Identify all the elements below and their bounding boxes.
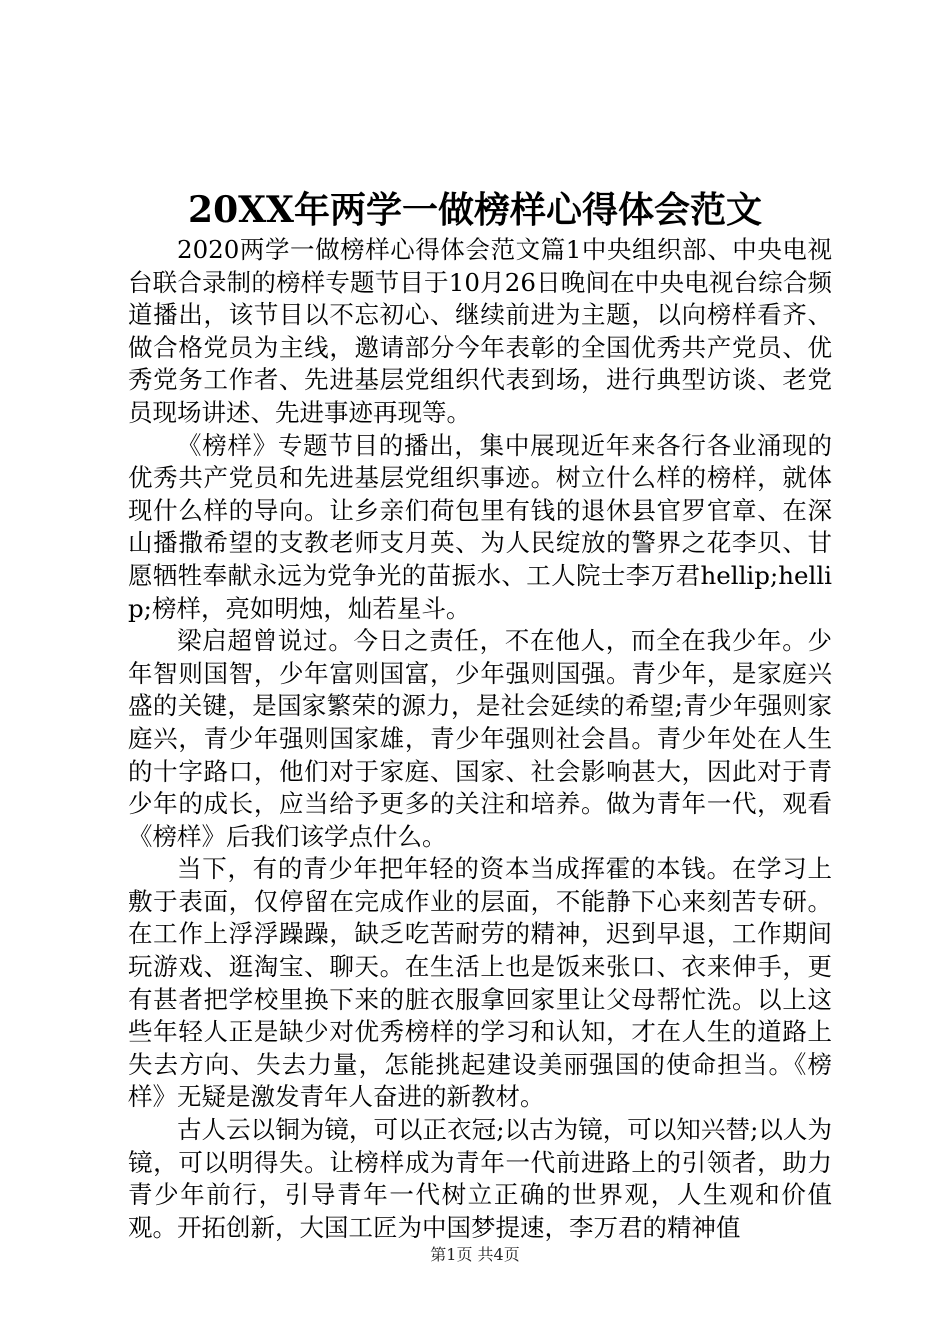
document-body [128,234,832,1244]
page-footer [0,1244,950,1266]
paragraph-5: 古人云以铜为镜，可以正衣冠;以古为镜，可以知兴替;以人为镜，可以明得失。让榜样成为青年一代前进路上的引领者，助力青少年前行，引导青年一代树立正确的世界观，人生观和价值观。开拓创新，大国工匠为中国梦提速，李万君的精神值 [128,1115,832,1242]
paragraph-2: 《榜样》专题节目的播出，集中展现近年来各行各业涌现的优秀共产党员和先进基层党组织事迹。树立什么样的榜样，就体现什么样的导向。让乡亲们荷包里有钱的退休县官罗官章、在深山播撒希望的支教老师支月英、为人民绽放的警界之花李贝、甘愿牺牲奉献永远为党争光的苗振水、工人院士李万君hellip;hellip;榜样，亮如明烛，灿若星斗。 [128,430,832,623]
document-title: 20XX年两学一做榜样心得体会范文 [188,189,762,231]
paragraph-4: 当下，有的青少年把年轻的资本当成挥霍的本钱。在学习上敷于表面，仅停留在完成作业的层面，不能静下心来刻苦专研。在工作上浮浮躁躁，缺乏吃苦耐劳的精神，迟到早退，工作期间玩游戏、逛淘宝、聊天。在生活上也是饭来张口、衣来伸手，更有甚者把学校里换下来的脏衣服拿回家里让父母帮忙洗。以上这些年轻人正是缺少对优秀榜样的学习和认知，才在人生的道路上失去方向、失去力量，怎能挑起建设美丽强国的使命担当。《榜样》无疑是激发青年人奋进的新教材。 [128,854,832,1112]
paragraph-1: 2020两学一做榜样心得体会范文篇1中央组织部、中央电视台联合录制的榜样专题节目于10月26日晚间在中央电视台综合频道播出，该节目以不忘初心、继续前进为主题，以向榜样看齐、做合格党员为主线，邀请部分今年表彰的全国优秀共产党员、优秀党务工作者、先进基层党组织代表到场，进行典型访谈、老党员现场讲述、先进事迹再现等。 [128,235,832,427]
page-indicator: 第1页 共4页 [430,1245,520,1264]
paragraph-3: 梁启超曾说过。今日之责任，不在他人，而全在我少年。少年智则国智，少年富则国富，少年强则国强。青少年，是家庭兴盛的关键，是国家繁荣的源力，是社会延续的希望;青少年强则家庭兴，青少年强则国家雄，青少年强则社会昌。青少年处在人生的十字路口，他们对于家庭、国家、社会影响甚大，因此对于青少年的成长，应当给予更多的关注和培养。做为青年一代，观看《榜样》后我们该学点什么。 [128,626,832,851]
